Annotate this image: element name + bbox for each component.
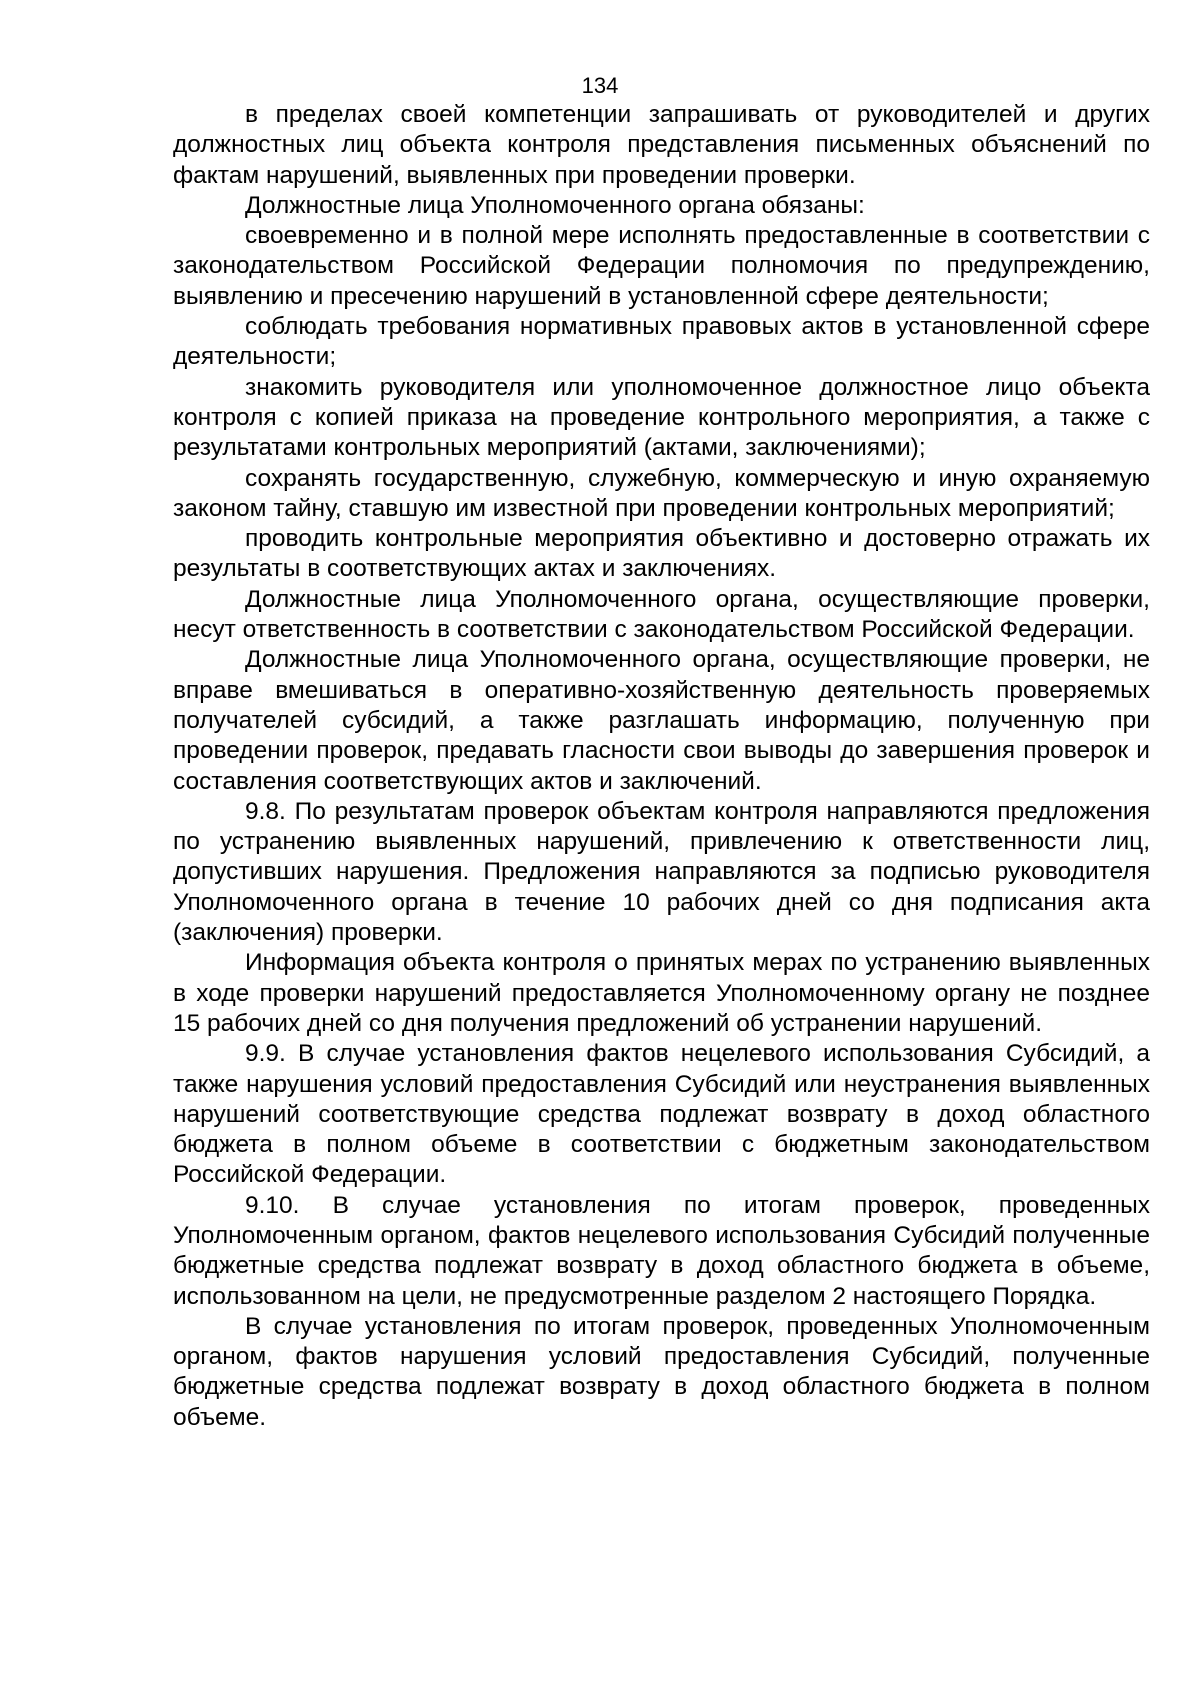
paragraph-officials-obliged: Должностные лица Уполномоченного органа обязаны: (245, 191, 865, 219)
page-number: 134 (581, 73, 619, 98)
paragraph-conduct-objectively: проводить контрольные мероприятия объективно и достоверно отражать их результаты в соответствующих актах и заключениях. (173, 525, 1150, 583)
paragraph-clause-9-9: 9.9. В случае установления фактов нецелевого использования Субсидий, а также нарушения условий предоставления Субсидий или неустранения выявленных нарушений соответствующие средства подлежат возврату в доход областного бюджета в полном объеме в соответствии с бюджетным законодательством Российской Федерации. (173, 1040, 1150, 1189)
paragraph-exercise-powers: своевременно и в полной мере исполнять предоставленные в соответствии с законодательством Российской Федерации полномочия по предупреждению, выявлению и пресечению нарушений в установленной сфере деятельности; (173, 222, 1150, 310)
paragraph-clause-9-8: 9.8. По результатам проверок объектам контроля направляются предложения по устранению выявленных нарушений, привлечению к ответственности лиц, допустивших нарушения. Предложения направляются за подписью руководителя Уполномоченного органа в течение 10 рабочих дней со дня подписания акта (заключения) проверки. (173, 797, 1150, 947)
paragraph-keep-secrets: сохранять государственную, служебную, коммерческую и иную охраняемую законом тайну, ставшую им известной при проведении контрольных мероприятий; (173, 464, 1150, 522)
paragraph-comply-requirements: соблюдать требования нормативных правовых актов в установленной сфере деятельности; (173, 313, 1150, 371)
paragraph-familiarize-head: знакомить руководителя или уполномоченное должностное лицо объекта контроля с копией приказа на проведение контрольного мероприятия, а также с результатами контрольных мероприятий (актами, заключениями); (173, 373, 1150, 462)
paragraph-clause-9-10: 9.10. В случае установления по итогам проверок, проведенных Уполномоченным органом, фактов нецелевого использования Субсидий полученные бюджетные средства подлежат возврату в доход областного бюджета в объеме, использованном на цели, не предусмотренные разделом 2 настоящего Порядка. (173, 1191, 1150, 1310)
paragraph-responsibility: Должностные лица Уполномоченного органа, осуществляющие проверки, несут ответственность в соответствии с законодательством Российской Федерации. (173, 585, 1150, 644)
paragraph-violation-return: В случае установления по итогам проверок, проведенных Уполномоченным органом, фактов нарушения условий предоставления Субсидий, полученные бюджетные средства подлежат возврату в доход областного бюджета в полном объеме. (173, 1312, 1150, 1431)
document-body (173, 100, 1150, 1433)
paragraph-no-interference: Должностные лица Уполномоченного органа, осуществляющие проверки, не вправе вмешиваться в оперативно-хозяйственную деятельность проверяемых получателей субсидий, а также разглашать информацию, полученную при проведении проверок, предавать гласности свои выводы до завершения проверок и составления соответствующих актов и заключений. (173, 646, 1150, 795)
paragraph-information-measures: Информация объекта контроля о принятых мерах по устранению выявленных в ходе проверки нарушений предоставляется Уполномоченному органу не позднее 15 рабочих дней со дня получения предложений об устранении нарушений. (173, 949, 1150, 1037)
paragraph-request-explanations: в пределах своей компетенции запрашивать от руководителей и других должностных лиц объекта контроля представления письменных объяснений по фактам нарушений, выявленных при проведении проверки. (173, 101, 1150, 189)
